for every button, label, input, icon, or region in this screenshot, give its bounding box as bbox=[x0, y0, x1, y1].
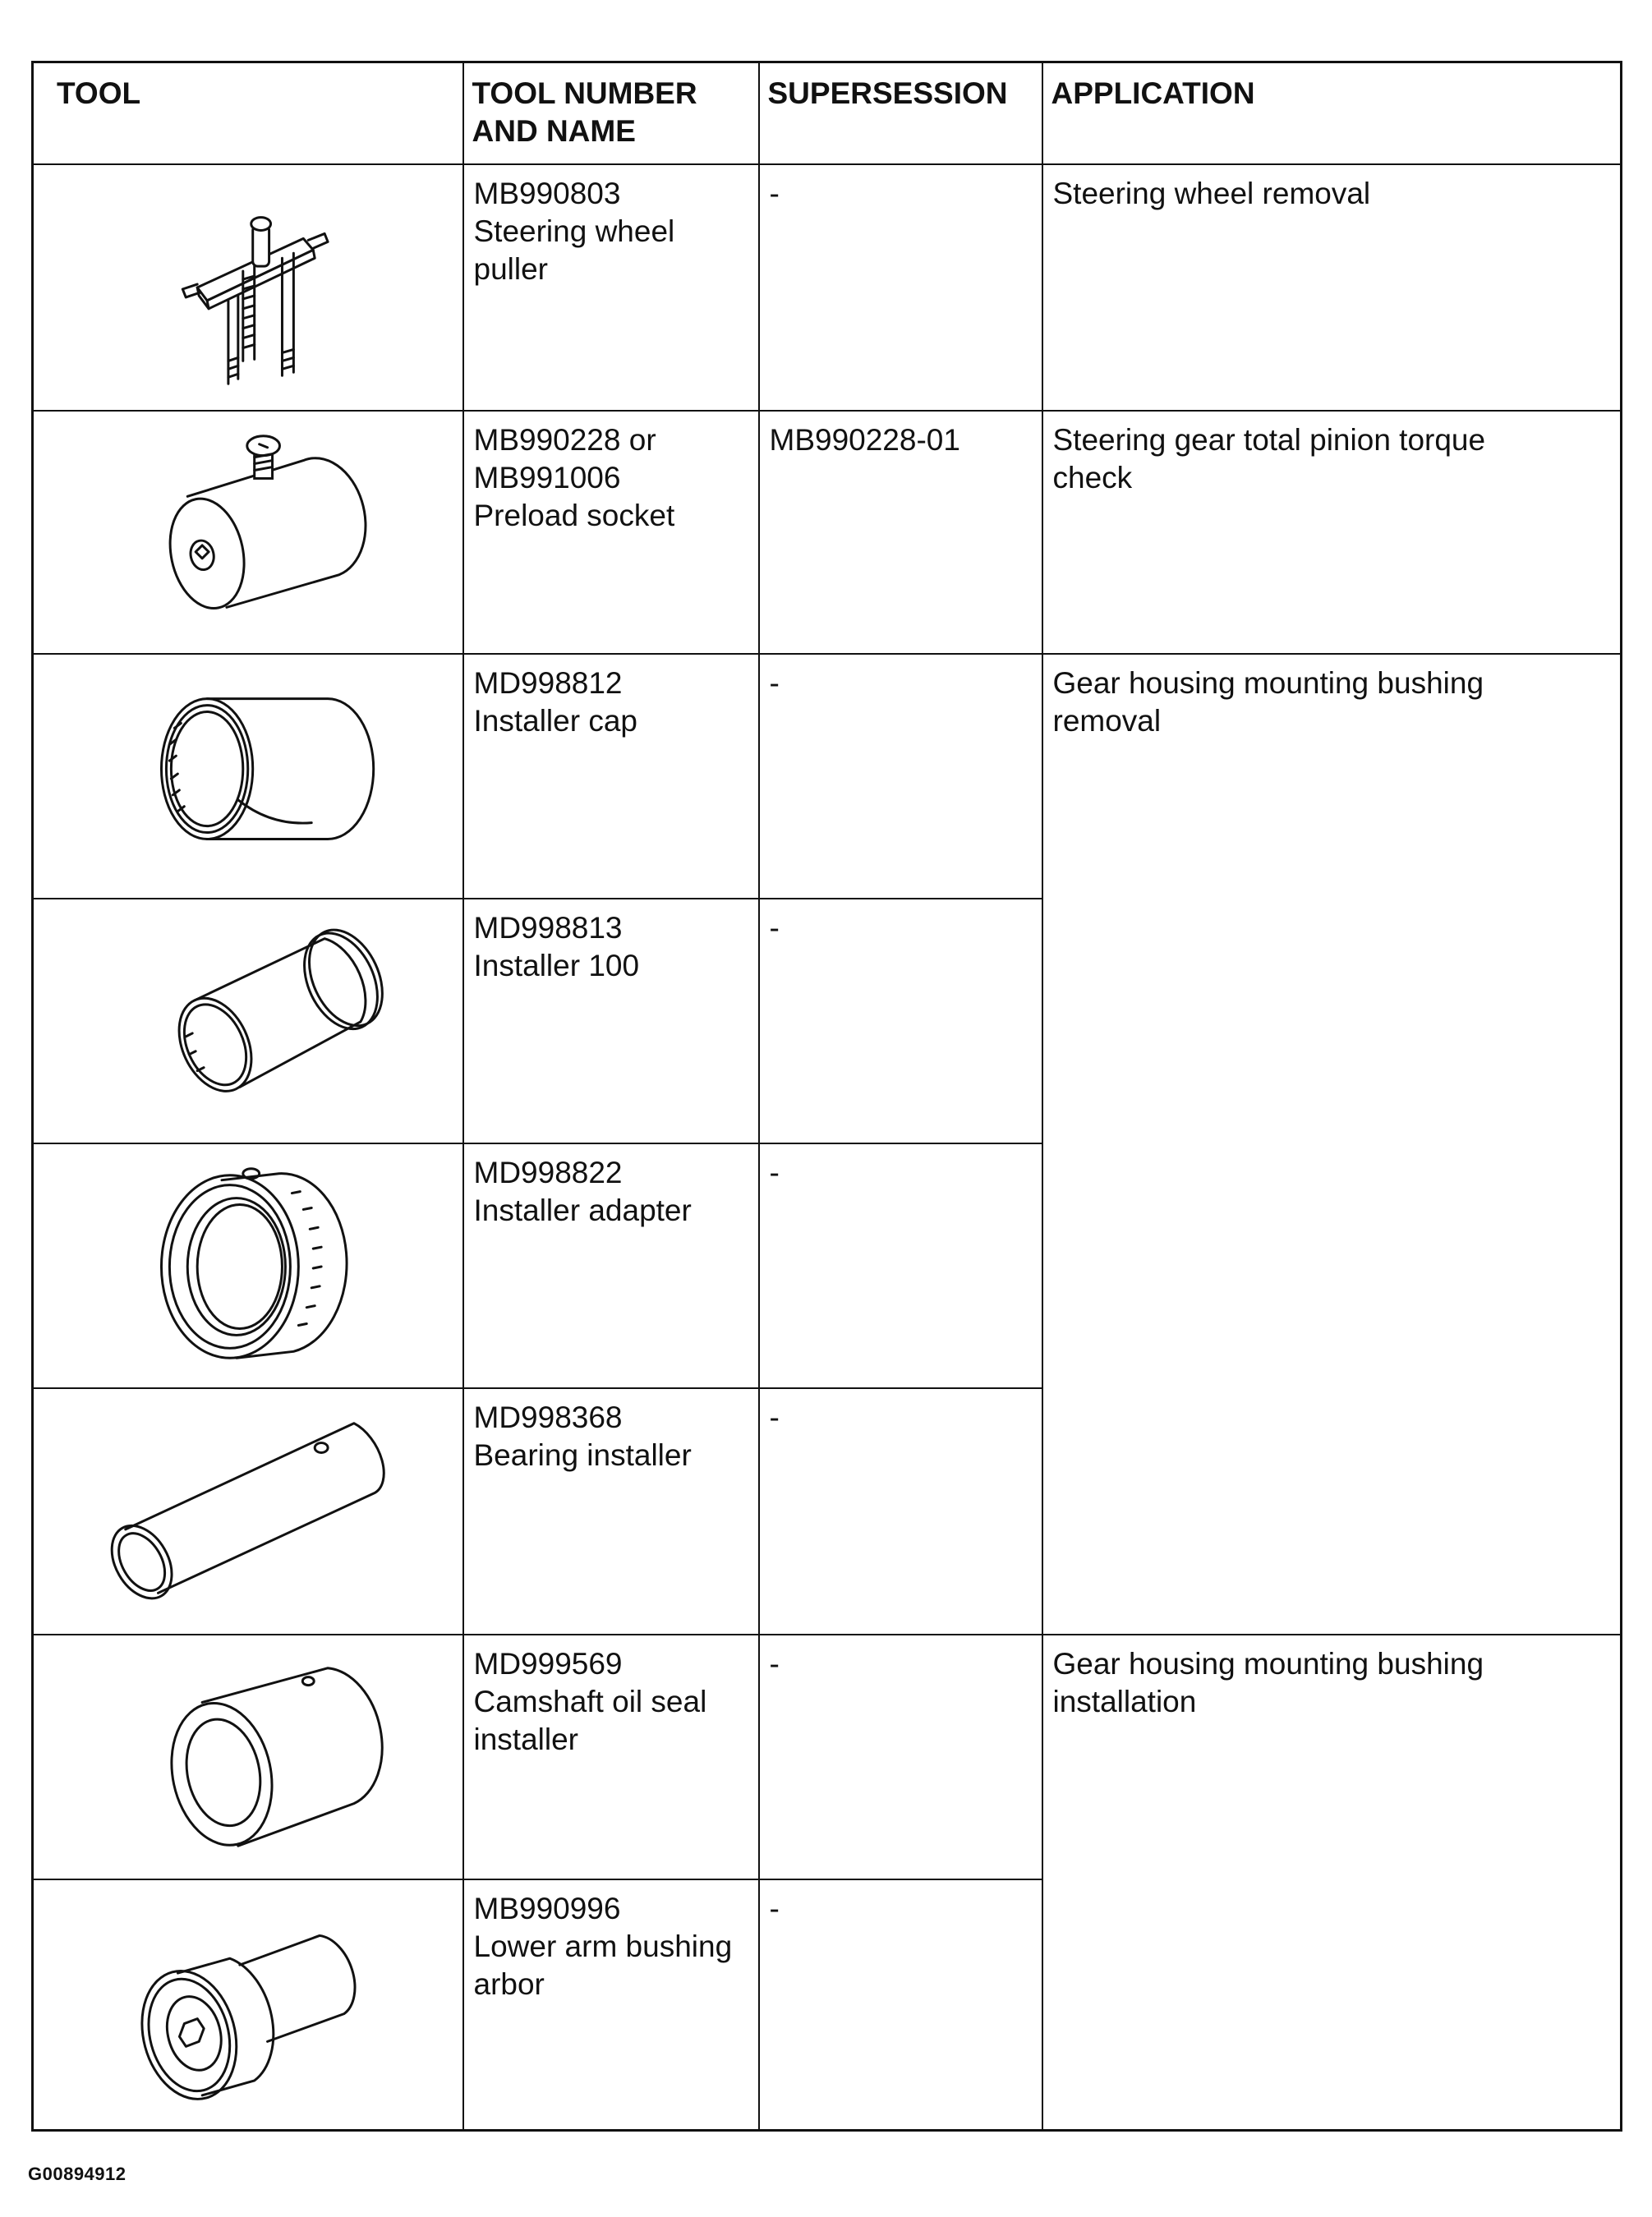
tool-number-cell bbox=[463, 164, 759, 411]
tool-image-cell bbox=[33, 654, 463, 899]
tool-number-line: Preload socket bbox=[473, 498, 675, 532]
supersession-cell: - bbox=[759, 1635, 1042, 1879]
special-tools-table bbox=[31, 61, 1622, 2132]
tool-image-cell bbox=[33, 164, 463, 411]
tool-image-cell bbox=[33, 411, 463, 654]
tool-number-line: MB990996 bbox=[473, 1891, 621, 1925]
figure-code: G00894912 bbox=[28, 2164, 127, 2184]
tool-number-line: MD998812 bbox=[473, 665, 623, 700]
supersession-cell: - bbox=[759, 1388, 1042, 1635]
table-row bbox=[33, 411, 1622, 654]
tool-number-cell bbox=[463, 654, 759, 899]
tool-number-line: MD999569 bbox=[473, 1646, 623, 1681]
tool-number-cell bbox=[463, 1388, 759, 1635]
tool-number-line: Lower arm bushing bbox=[473, 1929, 733, 1963]
tool-number-line: Installer 100 bbox=[473, 948, 640, 982]
application-cell bbox=[1042, 164, 1622, 411]
application-line: Gear housing mounting bushing bbox=[1052, 665, 1484, 700]
preload-socket-icon bbox=[34, 412, 462, 653]
tool-image-cell bbox=[33, 1879, 463, 2131]
camshaft-oil-seal-installer-icon bbox=[34, 1635, 462, 1879]
bearing-installer-icon bbox=[34, 1389, 462, 1634]
tool-number-cell bbox=[463, 411, 759, 654]
tool-image-cell bbox=[33, 899, 463, 1143]
tool-number-line: MB990228 or bbox=[473, 422, 656, 457]
lower-arm-bushing-arbor-icon bbox=[34, 1880, 462, 2130]
supersession-cell: - bbox=[759, 1143, 1042, 1388]
header-application: APPLICATION bbox=[1042, 62, 1622, 164]
header-tool: TOOL bbox=[33, 62, 463, 164]
application-line: Gear housing mounting bushing bbox=[1052, 1646, 1484, 1681]
header-tool-number-line: TOOL NUMBER bbox=[472, 76, 697, 110]
tool-number-line: puller bbox=[473, 251, 548, 286]
application-line: Steering gear total pinion torque bbox=[1052, 422, 1486, 457]
tool-number-line: Steering wheel bbox=[473, 214, 675, 248]
installer-100-icon bbox=[34, 899, 462, 1143]
tool-number-line: installer bbox=[473, 1722, 578, 1756]
tool-number-cell bbox=[463, 1635, 759, 1879]
application-line: removal bbox=[1052, 703, 1162, 738]
table-row bbox=[33, 164, 1622, 411]
tool-number-line: MD998813 bbox=[473, 910, 623, 945]
tool-number-line: Installer adapter bbox=[473, 1193, 692, 1227]
application-cell bbox=[1042, 411, 1622, 654]
header-tool-number bbox=[463, 62, 759, 164]
tool-image-cell bbox=[33, 1635, 463, 1879]
supersession-cell: - bbox=[759, 654, 1042, 899]
tool-image-cell bbox=[33, 1388, 463, 1635]
header-supersession: SUPERSESSION bbox=[759, 62, 1042, 164]
supersession-cell: - bbox=[759, 1879, 1042, 2131]
installer-adapter-icon bbox=[34, 1144, 462, 1387]
header-tool-number-line: AND NAME bbox=[472, 114, 636, 148]
header-row bbox=[33, 62, 1622, 164]
tool-number-line: MB991006 bbox=[473, 460, 621, 494]
supersession-cell: MB990228-01 bbox=[759, 411, 1042, 654]
tool-number-cell bbox=[463, 1143, 759, 1388]
application-line: check bbox=[1052, 460, 1133, 494]
supersession-cell: - bbox=[759, 164, 1042, 411]
table-row bbox=[33, 1635, 1622, 1879]
application-cell bbox=[1042, 654, 1622, 1635]
application-line: Steering wheel removal bbox=[1052, 176, 1371, 210]
tool-number-cell bbox=[463, 1879, 759, 2131]
installer-cap-icon bbox=[34, 655, 462, 898]
tool-number-line: arbor bbox=[473, 1966, 545, 2001]
tool-number-line: MD998368 bbox=[473, 1400, 623, 1434]
application-line: installation bbox=[1052, 1684, 1197, 1718]
tool-number-line: Installer cap bbox=[473, 703, 637, 738]
tool-image-cell bbox=[33, 1143, 463, 1388]
supersession-cell: - bbox=[759, 899, 1042, 1143]
application-cell bbox=[1042, 1635, 1622, 2131]
tool-number-line: MB990803 bbox=[473, 176, 621, 210]
tool-number-line: MD998822 bbox=[473, 1155, 623, 1189]
tool-number-line: Bearing installer bbox=[473, 1437, 692, 1472]
tool-number-line: Camshaft oil seal bbox=[473, 1684, 707, 1718]
tool-number-cell bbox=[463, 899, 759, 1143]
table-row bbox=[33, 654, 1622, 899]
steering-wheel-puller-icon bbox=[34, 165, 462, 410]
